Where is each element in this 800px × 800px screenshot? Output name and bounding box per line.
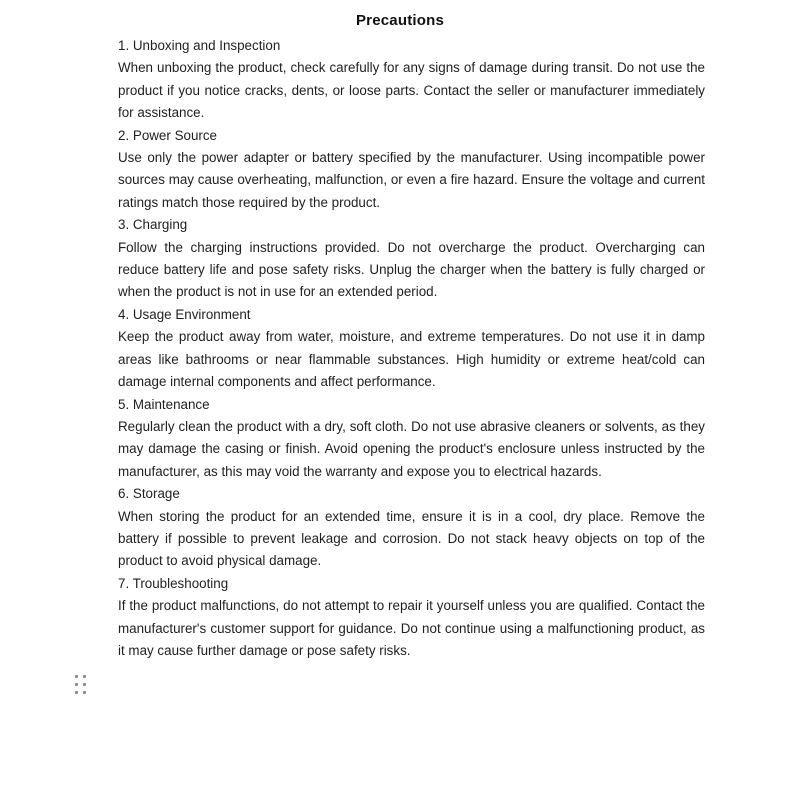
section-usage-environment (118, 304, 705, 394)
drag-handle-dot (83, 675, 86, 678)
section-heading: 4. Usage Environment (118, 306, 251, 322)
document-content (118, 35, 705, 662)
section-paragraph: If the product malfunctions, do not attempt to repair it yourself unless you are qualified. Contact the manufacturer's customer support for guidance. Do not continue using a malfunctioning product, as it may cause further damage or pose safety risks. (118, 598, 705, 658)
drag-handle-icon[interactable] (75, 675, 89, 694)
section-troubleshooting (118, 573, 705, 663)
drag-handle-dot (83, 691, 86, 694)
section-paragraph: Follow the charging instructions provided. Do not overcharge the product. Overcharging can reduce battery life and pose safety risks. Unplug the charger when the battery is fully charged or when the product is not in use for an extended period. (118, 239, 705, 300)
section-heading: 2. Power Source (118, 127, 217, 143)
drag-handle-dot (75, 675, 78, 678)
section-paragraph: Keep the product away from water, moisture, and extreme temperatures. Do not use it in damp areas like bathrooms or near flammable substances. High humidity or extreme heat/cold can damage internal components and affect performance. (118, 329, 705, 390)
section-power-source (118, 125, 705, 215)
section-paragraph: Use only the power adapter or battery specified by the manufacturer. Using incompatible power sources may cause overheating, malfunction, or even a fire hazard. Ensure the voltage and current ratings match those required by the product. (118, 150, 705, 210)
section-charging (118, 214, 705, 304)
section-paragraph: When storing the product for an extended time, ensure it is in a cool, dry place. Remove the battery if possible to prevent leakage and corrosion. Do not stack heavy objects on top of the product to avoid physical damage. (118, 508, 705, 569)
section-heading: 5. Maintenance (118, 396, 210, 412)
section-storage (118, 483, 705, 573)
drag-handle-dot (75, 691, 78, 694)
section-paragraph: Regularly clean the product with a dry, soft cloth. Do not use abrasive cleaners or solvents, as they may damage the casing or finish. Avoid opening the product's enclosure unless instructed by the manufacturer, as this may void the warranty and expose you to electrical hazards. (118, 418, 705, 479)
drag-handle-dot (83, 683, 86, 686)
section-unboxing (118, 35, 705, 125)
section-maintenance (118, 394, 705, 484)
drag-handle-dot (75, 683, 78, 686)
section-heading: 3. Charging (118, 217, 188, 233)
section-heading: 1. Unboxing and Inspection (118, 38, 281, 53)
document-title: Precautions (355, 12, 445, 29)
section-heading: 6. Storage (118, 486, 180, 502)
section-heading: 7. Troubleshooting (118, 575, 229, 591)
section-paragraph: When unboxing the product, check carefully for any signs of damage during transit. Do not use the product if you notice cracks, dents, or loose parts. Contact the seller or manufacturer immediately for assistance. (118, 60, 705, 121)
